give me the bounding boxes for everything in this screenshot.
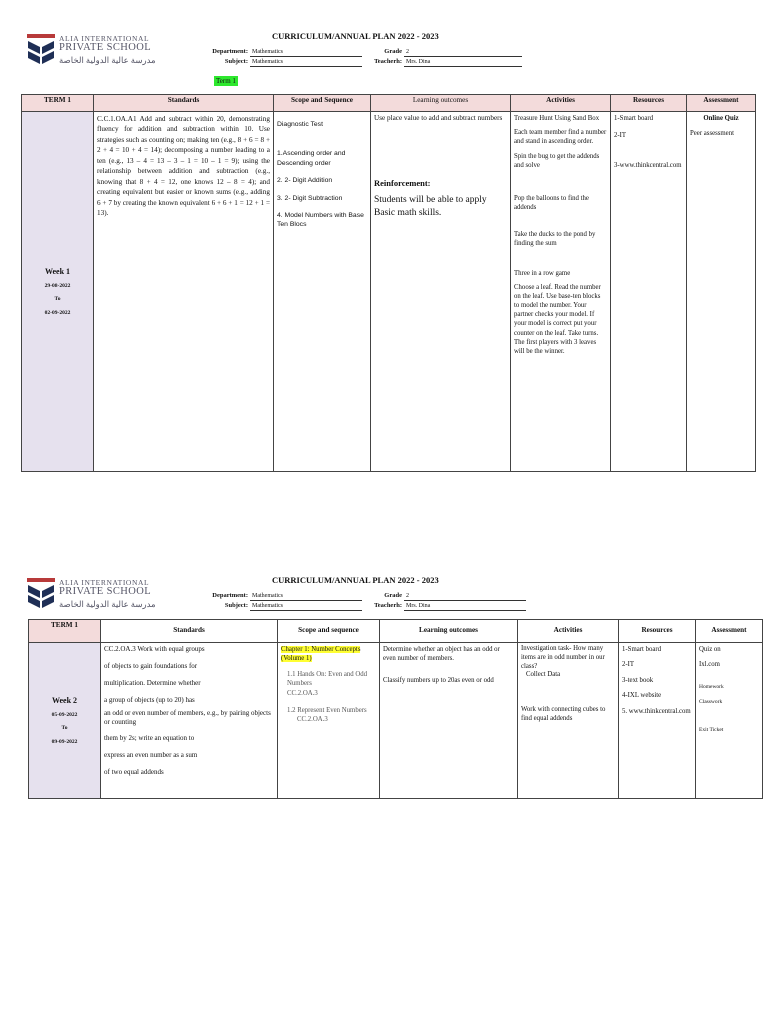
subject-label: Subject: [224,602,248,609]
standards-line: CC.2.OA.3 Work with equal groups [104,645,205,653]
teachers-label: Teacherh: [374,58,402,65]
week-cell [22,112,94,472]
resource-item: 3-text book [622,676,654,684]
standards-cell [101,643,278,799]
header-activities: Activities [511,95,611,112]
resource-item: 2-IT [622,661,635,669]
school-name-line2: PRIVATE SCHOOL [59,586,152,597]
week-label: Week 1 [44,266,71,276]
grade-label: Grade [384,592,402,599]
scope-item [281,706,376,725]
header-scope: Scope and Sequence [274,95,371,112]
standards-line: multiplication. Determine whether [104,679,201,688]
standards-line: an odd or even number of members, e.g., by pairing objects or counting [104,709,271,727]
activity-item: Treasure Hunt Using Sand Box [514,115,600,122]
resource-item: 5. www.thinkcentral.com [622,707,691,715]
outcome-text-2: Classify numbers up to 20as even or odd [383,676,494,684]
outcomes-cell [371,112,511,472]
scope-item: 1.Ascending order and Descending order [277,150,346,167]
school-name-line2: PRIVATE SCHOOL [59,42,152,53]
teachers-field: Mrs. Dina [404,601,526,611]
activity-item: Each team member find a number and stand in ascending order. [514,129,607,146]
scope-cell [274,112,371,472]
grade-field: 2 [404,47,522,57]
subject-field: Mathematics [250,57,362,67]
header-scope: Scope and sequence [278,620,380,643]
week-label: Week 2 [51,695,78,705]
teachers-label: Teacherh: [374,602,402,609]
date-to: 09-09-2022 [51,738,78,745]
chapter-label [281,645,376,664]
scope-item-code: CC.2.OA.3 [297,716,328,724]
header-assessment: Assessment [696,620,763,643]
school-name-arabic: مدرسة عالية الدولية الخاصة [59,55,156,65]
header-outcomes: Learning outcomes [380,620,518,643]
scope-item: Diagnostic Test [277,121,323,128]
date-from: 05-09-2022 [51,711,78,718]
header-term: TERM 1 [29,620,101,643]
scope-cell [278,643,380,799]
subject-field: Mathematics [250,601,362,611]
header-standards: Standards [94,95,274,112]
teachers-field: Mrs. Dina [404,57,522,67]
school-name-line1: ALIA INTERNATIONAL [59,578,150,587]
week-cell [29,643,101,799]
assessment-item: Homework [699,683,724,690]
assessment-cell [696,643,763,799]
activity-item: Work with connecting cubes to find equal addends [521,706,606,723]
department-label: Department: [212,48,248,55]
plan-table-week2 [28,619,763,799]
header-activities: Activities [518,620,619,643]
standards-line: of objects to gain foundations for [104,662,198,671]
outcome-text: Determine whether an object has an odd or even number of members. [383,646,500,663]
plan-table-week1 [21,94,756,472]
assessment-item: Online Quiz [703,115,739,122]
standards-line: express an even number as a sum [104,750,198,759]
header-resources: Resources [611,95,687,112]
activity-item: Collect Data [526,671,561,679]
standards-line: of two equal addends [104,767,164,776]
scope-item-code: CC.2.OA.3 [287,689,318,697]
outcome-text: Use place value to add and subtract numbers [374,114,503,122]
activity-item: Three in a row game [514,269,571,277]
assessment-item: Quiz on [699,646,721,653]
date-to-word: To [54,296,61,303]
scope-item: 3. 2- Digit Subtraction [277,194,343,202]
grade-label: Grade [384,48,402,55]
scope-item: 4. Model Numbers with Base Ten Blocs [277,211,364,229]
standards-cell: C.C.1.OA.A1 Add and subtract within 20, demonstrating fluency for addition and subtraction within 10. Use strategies such as counting on; making ten (e.g., 8 + 6 = 8 + 2 + 4 = 10 + 4 = 14); decomposing a number leading to a ten (e.g., 13 – 4 = 13 – 3 – 1 = 10 – 1 = 9); using the relationship between addition and subtraction (e.g., knowing that 8 + 4 = 12, one knows 12 – 8 = 4); and creating equivalent but easier or known sums (e.g., adding 6 + 7 by creating the known equivalent 6 + 6 + 1 = 12 + 1 = 13). [94,112,274,472]
resource-item: 3-www.thinkcentral.com [614,161,682,169]
department-field: Mathematics [250,47,362,57]
assessment-item: Ixl.com [699,661,720,669]
assessment-item: Peer assessment [690,130,734,138]
school-name-line1: ALIA INTERNATIONAL [59,34,150,43]
school-logo [27,578,157,614]
standards-line: a group of objects (up to 20) has [104,696,195,705]
activity-item: Pop the balloons to find the addends [514,194,589,212]
school-crest-icon [27,578,57,614]
date-to: 02-09-2022 [44,309,71,316]
header-outcomes: Learning outcomes [371,95,511,112]
resource-item: 1-Smart board [614,115,654,122]
school-name-arabic: مدرسة عالية الدولية الخاصة [59,599,156,609]
standards-line: them by 2s; write an equation to [104,733,195,742]
grade-field: 2 [404,591,526,601]
school-logo [27,34,157,70]
activity-item: Investigation task- How many items are in odd number in our class? [521,645,605,670]
outcome-text-2: Students will be able to apply Basic math skills. [374,194,487,219]
plan-title: CURRICULUM/ANNUAL PLAN 2022 - 2023 [272,31,439,41]
activities-cell [518,643,619,799]
department-label: Department: [212,592,248,599]
header-assessment: Assessment [687,95,756,112]
resources-cell [619,643,696,799]
activity-item: Take the ducks to the pond by finding the sum [514,231,596,248]
department-field: Mathematics [250,591,362,601]
header-resources: Resources [619,620,696,643]
scope-item-title: 1.1 Hands On: Even and Odd Numbers [287,670,368,688]
resource-item: 4-IXL website [622,692,662,700]
scope-item [281,670,376,698]
term-highlight: Term 1 [216,77,236,85]
resource-item: 2-IT [614,132,627,140]
subject-label: Subject: [224,58,248,65]
chapter-highlight: Chapter 1: Number Concepts (Volume 1) [281,646,361,663]
activities-cell [511,112,611,472]
date-to-word: To [61,725,68,732]
reinforcement-label: Reinforcement: [374,177,431,188]
activity-item: Choose a leaf. Read the number on the leaf. Use base-ten blocks to model the number. Your partner checks your model. If your model is correct put your counter on the leaf. Take turns. The first players with 3 leaves will be the winner. [514,283,601,355]
plan-title: CURRICULUM/ANNUAL PLAN 2022 - 2023 [272,575,439,585]
scope-item-title: 1.2 Represent Even Numbers [287,706,367,714]
school-crest-icon [27,34,57,70]
assessment-item: Exit Ticket [699,726,724,733]
header-term: TERM 1 [22,95,94,112]
assessment-cell [687,112,756,472]
resources-cell [611,112,687,472]
outcomes-cell [380,643,518,799]
assessment-item: Classwork [699,699,723,706]
scope-item: 2. 2- Digit Addition [277,177,333,185]
date-from: 29-08-2022 [44,282,71,289]
resource-item: 1-Smart board [622,646,662,653]
header-standards: Standards [101,620,278,643]
activity-item: Spin the bug to get the addends and solve [514,152,600,169]
